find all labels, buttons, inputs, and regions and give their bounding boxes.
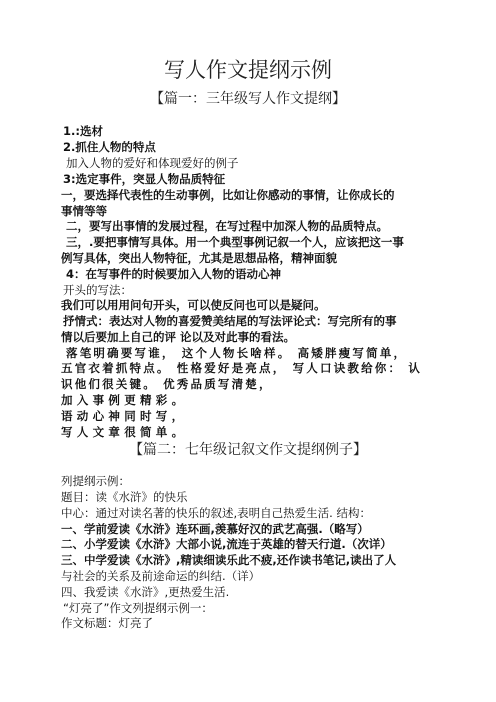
text-line: 题目：读《水浒》的快乐: [61, 490, 188, 504]
text-line: 情以后要加上自己的评 论以及对此事的看法。: [61, 330, 296, 344]
text-line: 三，.要把事情写具体。用一个典型事例记叙一个人，应该把这一事: [66, 235, 404, 249]
text-line: 一、学前爱读《水浒》连环画,羡慕好汉的武艺高强.（略写）: [61, 522, 369, 536]
text-line: 中心：通过对读名著的快乐的叙述,表明自己热爱生活. 结构：: [61, 506, 371, 520]
text-line: 列提纲示例：: [61, 474, 130, 488]
text-line: 事情等等: [61, 204, 107, 218]
text-line: 写人文章很简单。: [61, 425, 188, 439]
text-line: 3:选定事件，突显人物品质特征: [63, 172, 226, 186]
text-line: 4：在写事件的时候要加入人物的语动心神: [66, 267, 281, 281]
text-line: 例写具体，突出人物特征，尤其是思想品格，精神面貌: [61, 251, 337, 265]
text-line: 作文标题：灯亮了: [61, 616, 153, 630]
text-line: 一，要选择代表性的生动事例，比如让你感动的事情，让你成长的: [61, 188, 395, 202]
text-line: 四、我爱读《水浒》,更热爱生活.: [61, 585, 230, 599]
text-line: 加入人物的爱好和体现爱好的例子: [66, 156, 239, 170]
text-line: 抒情式：表达对人物的喜爱赞美结尾的写法评论式：写完所有的事: [63, 314, 397, 328]
text-line: 五官衣着抓特点。 性格爱好是亮点， 写人口诀教给你： 认: [61, 361, 423, 375]
document-title: 写人作文提纲示例: [164, 58, 332, 82]
text-line: 三、中学爱读《水浒》,精读细读乐此不疲,还作读书笔记,读出了人: [61, 553, 397, 567]
section-heading-grade3: 【篇一：三年级写人作文提纲】: [150, 91, 346, 107]
section-heading-grade7: 【篇二：七年级记叙文作文提纲例子】: [129, 442, 367, 458]
text-line: 语动心神同时写，: [61, 409, 188, 423]
text-line: “灯亮了”作文列提纲示例一：: [63, 601, 213, 615]
text-line: 二，要写出事情的发展过程，在写过程中加深人物的品质特点。: [66, 219, 388, 233]
text-line: 落笔明确要写谁， 这个人物长啥样。 高矮胖瘦写简单，: [66, 346, 408, 360]
text-line: 识他们很关键。 优秀品质写清楚，: [61, 377, 273, 391]
text-line: 与社会的关系及前途命运的纠结.（详）: [61, 569, 261, 583]
text-line: 2.抓住人物的特点: [63, 140, 156, 154]
text-line: 二、小学爱读《水浒》大部小说,流连于英雄的替天行道.（次详）: [61, 537, 392, 551]
text-line: 1.:选材: [63, 124, 103, 138]
text-line: 加入事例更精彩。: [61, 393, 188, 407]
text-line: 开头的写法：: [63, 283, 132, 297]
text-line: 我们可以用用问句开头，可以使反问也可以是疑问。: [61, 298, 326, 312]
